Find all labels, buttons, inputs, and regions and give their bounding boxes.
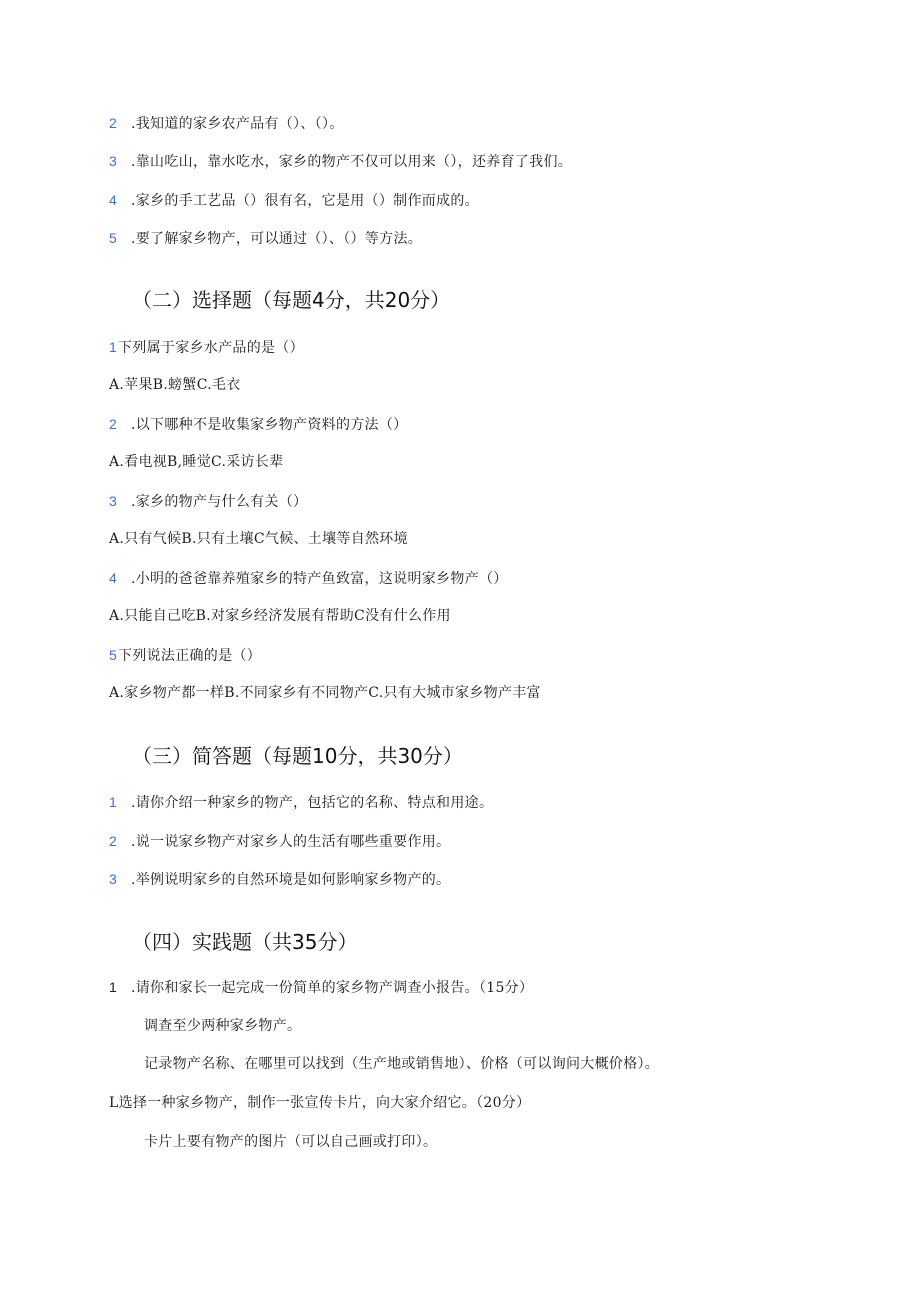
question-number: 3 — [109, 493, 118, 509]
fill-item-2 — [109, 113, 344, 134]
choice-question-3 — [109, 491, 307, 512]
question-text: .以下哪种不是收集家乡物产资料的方法（） — [131, 417, 408, 433]
choice-options-5: A.家乡物产都一样B.不同家乡有不同物产C.只有大城市家乡物产丰富 — [109, 685, 541, 701]
choice-options-2: A.看电视B,睡觉C.采访长辈 — [109, 454, 284, 470]
item-number: 3 — [109, 153, 118, 169]
practice-question-2-sub-1: 卡片上要有物产的图片（可以自己画或打印）。 — [144, 1134, 438, 1150]
question-number: 2 — [109, 833, 118, 849]
item-text: .要了解家乡物产，可以通过（）、（）等方法。 — [131, 231, 423, 247]
question-text: .举例说明家乡的自然环境是如何影响家乡物产的。 — [131, 872, 451, 888]
question-number: 1 — [109, 979, 118, 995]
fill-item-4 — [109, 190, 479, 211]
section-heading-practice: （四）实践题（共35分） — [132, 930, 358, 954]
practice-question-1-sub-1: 调查至少两种家乡物产。 — [144, 1018, 302, 1034]
choice-options-4: A.只能自己吃B.对家乡经济发展有帮助C没有什么作用 — [109, 608, 451, 624]
question-text: .请你和家长一起完成一份简单的家乡物产调查小报告。（15分） — [131, 980, 534, 996]
section-heading-short-answer: （三）简答题（每题10分，共30分） — [132, 744, 463, 768]
short-answer-3 — [109, 869, 450, 890]
item-number: 5 — [109, 230, 118, 246]
item-text: .靠山吃山，靠水吃水，家乡的物产不仅可以用来（），还养育了我们。 — [131, 154, 573, 170]
choice-question-5 — [109, 645, 261, 666]
question-number: 1 — [109, 339, 118, 355]
question-text: .小明的爸爸靠养殖家乡的特产鱼致富，这说明家乡物产（） — [131, 571, 508, 587]
item-text: .我知道的家乡农产品有（）、（）。 — [131, 116, 344, 132]
short-answer-2 — [109, 831, 450, 852]
question-number: 5 — [109, 647, 118, 663]
choice-options-3: A.只有气候B.只有土壤C气候、土壤等自然环境 — [109, 531, 408, 547]
item-number: 2 — [109, 115, 118, 131]
item-text: .家乡的手工艺品（）很有名，它是用（）制作而成的。 — [131, 193, 479, 209]
question-text: .家乡的物产与什么有关（） — [131, 494, 308, 510]
question-number: 1 — [109, 794, 118, 810]
question-text: 下列说法正确的是（） — [118, 648, 261, 664]
question-number: 3 — [109, 871, 118, 887]
question-text: .请你介绍一种家乡的物产，包括它的名称、特点和用途。 — [131, 795, 494, 811]
question-text: 下列属于家乡水产品的是（） — [118, 340, 304, 356]
item-number: 4 — [109, 192, 118, 208]
practice-question-1 — [109, 977, 533, 998]
question-number: 4 — [109, 570, 118, 586]
fill-item-3 — [109, 151, 572, 172]
short-answer-1 — [109, 792, 493, 813]
choice-options-1: A.苹果B.螃蟹C.毛衣 — [109, 377, 241, 393]
practice-question-2: L选择一种家乡物产，制作一张宣传卡片，向大家介绍它。（20分） — [109, 1095, 531, 1111]
fill-item-5 — [109, 228, 422, 249]
choice-question-1 — [109, 337, 304, 358]
question-text: .说一说家乡物产对家乡人的生活有哪些重要作用。 — [131, 834, 451, 850]
choice-question-4 — [109, 568, 508, 589]
practice-question-1-sub-2: 记录物产名称、在哪里可以找到（生产地或销售地）、价格（可以询问大概价格）。 — [144, 1056, 660, 1072]
question-number: 2 — [109, 416, 118, 432]
choice-question-2 — [109, 414, 407, 435]
section-heading-choice: （二）选择题（每题4分，共20分） — [132, 288, 451, 312]
